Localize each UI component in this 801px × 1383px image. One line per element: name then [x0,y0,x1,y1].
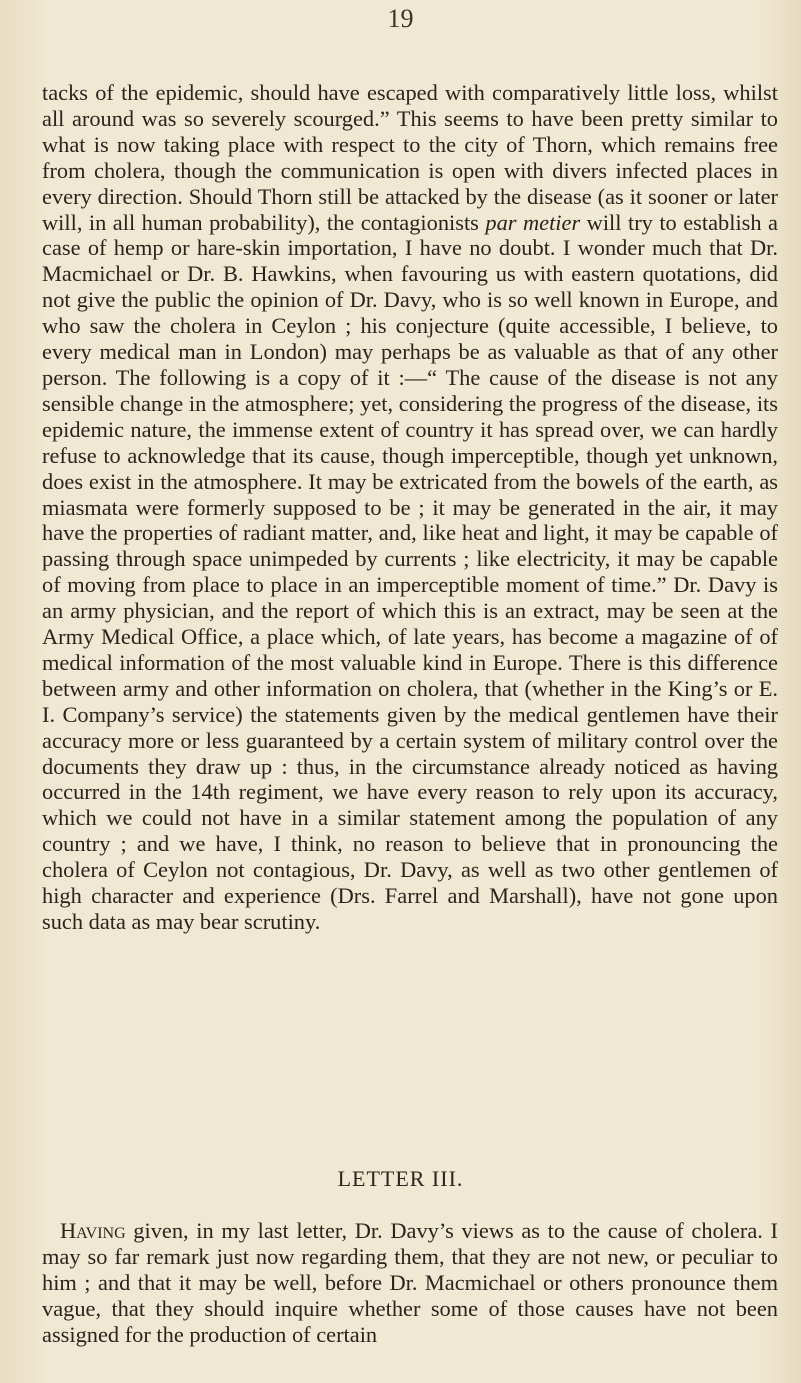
italic-phrase: par metier [485,209,581,235]
paragraph-text: will try to establish a case of hemp or hare-skin importation, I have no doubt. I wonder much that Dr. Macmichael or Dr. B. Hawkins, when favouring us with eastern quotations, did not give the public the opinion of Dr. Davy, who is so well known in Europe, and who saw the cholera in Ceylon ; his conjecture (quite accessible, I believe, to every medical man in London) may perhaps be as valuable as that of any other person. The following is a copy of it :—“ The cause of the disease is not any sensible change in the atmosphere; yet, considering the progress of the disease, its epidemic nature, the immense extent of country it has spread over, we can hardly refuse to acknowledge that its cause, though imperceptible, though yet unknown, does exist in the atmosphere. It may be extricated from the bowels of the earth, as miasmata were formerly supposed to be ; it may be generated in the air, it may have the properties of radiant matter, and, like heat and light, it may be capable of passing through space unimpeded by currents ; like electricity, it may be capable of moving from place to place in an imperceptible moment of time.” Dr. Davy is an army physician, and the report of which this is an extract, may be seen at the Army Medical Office, a place which, of late years, has become a magazine of of medical information of the most valuable kind in Europe. There is this difference between army and other information on cholera, that (whether in the King’s or E. I. Company’s service) the statements given by the medical gentlemen have their accuracy more or less guaranteed by a certain system of military control over the documents they draw up : thus, in the circumstance already noticed as having occurred in the 14th regiment, we have every reason to rely upon its accuracy, which we could not have in a similar statement among the population of any country ; and we have, I think, no reason to believe that in pronouncing the cholera of Ceylon not contagious, Dr. Davy, as well as two other gentlemen of high character and experience (Drs. Farrel and Marshall), have not gone upon such data as may bear scrutiny. [42,209,778,934]
lead-word: Having [60,1218,126,1243]
paragraph-text: tacks of the epidemic, should have escaped with comparatively little loss, whilst all around was so severely scourged.” This seems to have been pretty similar to what is now taking place with respect to the city of Thorn, which remains free from cholera, though the communication is open with divers infected places in every direction. Should Thorn still be attacked by the disease (as it sooner or later will, in all human probability), the contagionists [42,80,778,235]
paragraph-text: given, in my last letter, Dr. Davy’s views as to the cause of cholera. I may so far remark just now regarding them, that they are not new, or peculiar to him ; and that it may be well, before Dr. Macmichael or others pronounce them vague, that they should inquire whether some of those causes have not been assigned for the production of certain [42,1218,778,1347]
page-number: 19 [387,4,414,33]
letter-heading: LETTER III. [337,1166,464,1191]
body-paragraph [42,80,778,935]
body-paragraph [42,1218,778,1348]
